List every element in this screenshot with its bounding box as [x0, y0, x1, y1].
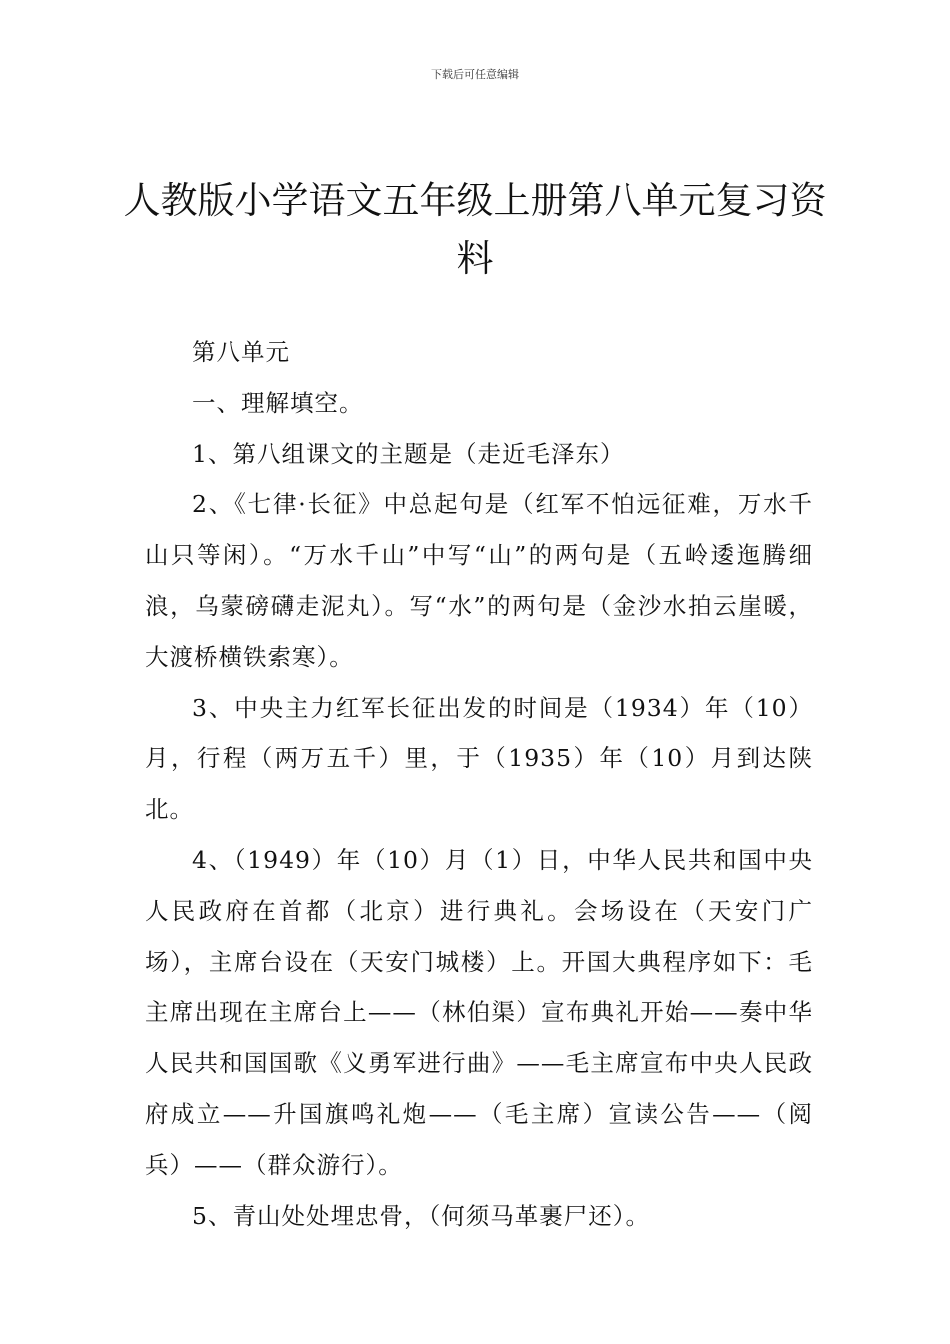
paragraph-item-5: 5、青山处处埋忠骨，（何须马革裹尸还）。 — [192, 1201, 650, 1230]
paragraph-section-heading: 一、理解填空。 — [192, 388, 364, 417]
paragraph-item-2: 2、《七律·长征》中总起句是（红军不怕远征难，万水千山只等闲）。“万水千山”中写“山”的两句是（五岭逶迤腾细浪，乌蒙磅礴走泥丸）。写“水”的两句是（金沙水拍云崖暖，大渡桥横铁索寒）。 — [145, 490, 813, 671]
document-body — [145, 327, 813, 1241]
paragraph-item-1: 1、第八组课文的主题是（走近毛泽东） — [192, 439, 625, 468]
paragraph-item-4: 4、（1949）年（10）月（1）日，中华人民共和国中央人民政府在首都（北京）进行典礼。会场设在（天安门广场），主席台设在（天安门城楼）上。开国大典程序如下：毛主席出现在主席台上——（林伯渠）宣布典礼开始——奏中华人民共和国国歌《义勇军进行曲》——毛主席宣布中央人民政府成立——升国旗鸣礼炮——（毛主席）宣读公告——（阅兵）——（群众游行）。 — [145, 845, 813, 1179]
document-title: 人教版小学语文五年级上册第八单元复习资料 — [123, 179, 827, 280]
page-header-note: 下载后可任意编辑 — [431, 68, 519, 81]
paragraph-unit-heading: 第八单元 — [192, 338, 290, 366]
paragraph-item-3: 3、中央主力红军长征出发的时间是（1934）年（10）月，行程（两万五千）里，于（1935）年（10）月到达陕北。 — [145, 693, 813, 824]
